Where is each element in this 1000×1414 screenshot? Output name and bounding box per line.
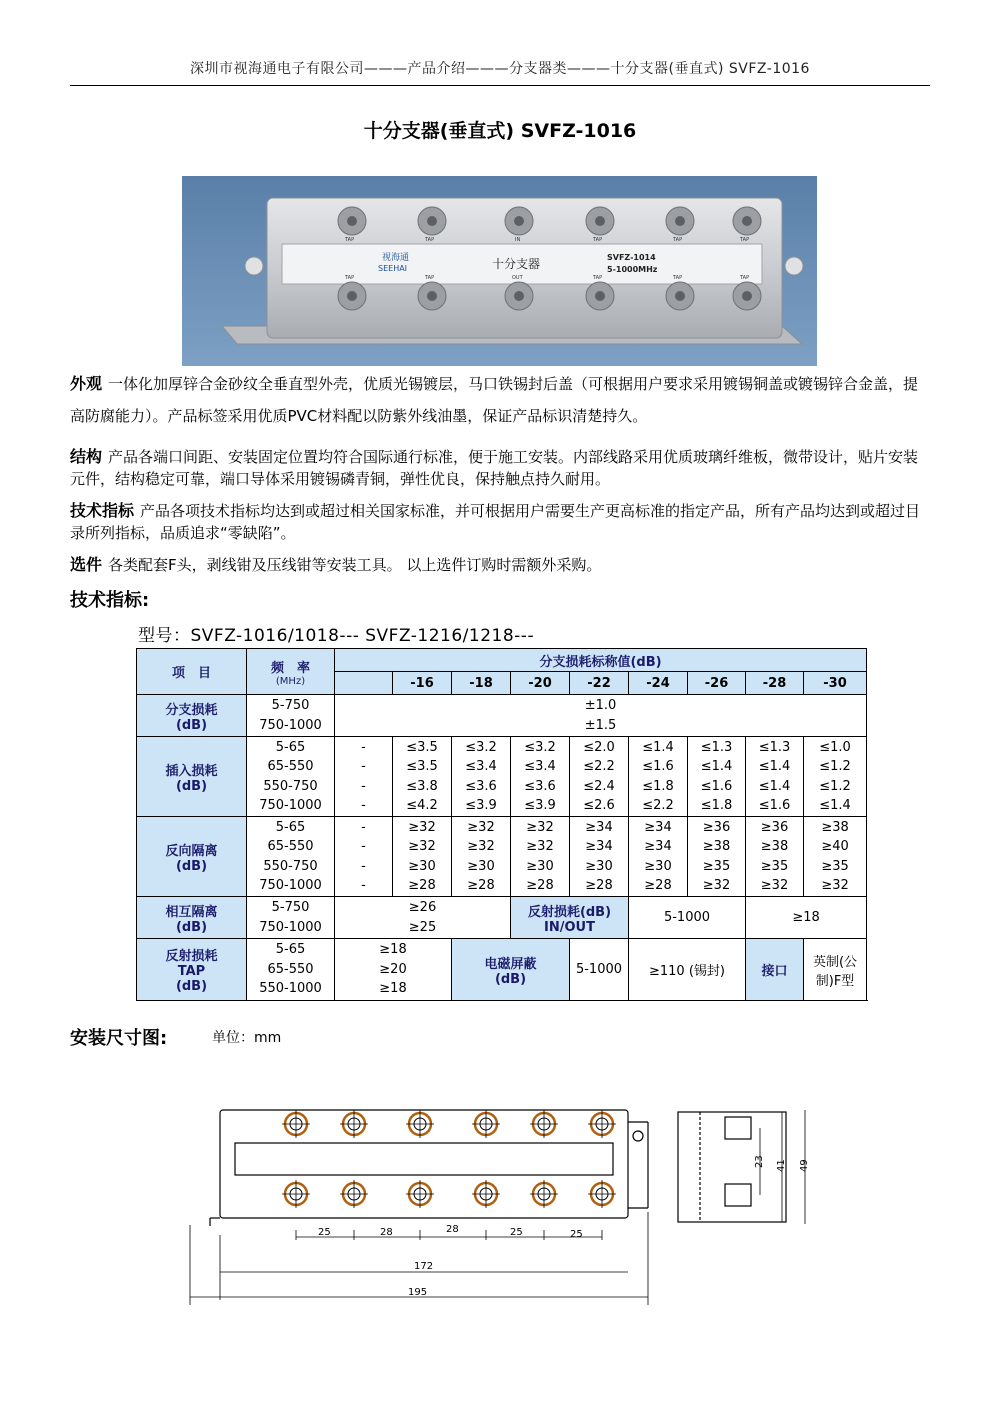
side-inner-label: 23: [754, 1155, 765, 1168]
spec-table: [136, 648, 867, 1001]
section-appearance: [70, 368, 930, 432]
photo-model: SVFZ-1014: [607, 253, 656, 262]
photo-brand-cn: 视海通: [382, 253, 410, 263]
value-cell: ≥32 ≥32 ≥30 ≥28: [511, 817, 570, 897]
nominal-value: -16: [393, 672, 452, 695]
table-row: 插入损耗 (dB) 5-65 65-550 550-750 750-1000 - - - - ≤3.5 ≤3.5 ≤3.8 ≤4.2 ≤3.2 ≤3.4 ≤3.6 ≤3.9 ≤3.2 ≤3.4 ≤3.6 ≤3.9 ≤2.0 ≤2.2 ≤2.4 ≤2.6 ≤1.4 ≤1.6 ≤1.8 ≤2.2 ≤1.3 ≤1.4 ≤1.6 ≤1.8 ≤1.3 ≤1.4 ≤1.4 ≤1.6 ≤1.0 ≤1.2 ≤1.2 ≤1.4: [137, 737, 867, 817]
value-cell: ≥38 ≥40 ≥35 ≥32: [804, 817, 867, 897]
svg-text:TAP: TAP: [593, 237, 603, 243]
spec-heading: 技术指标:: [70, 590, 150, 611]
document-title: 十分支器(垂直式) SVFZ-1016: [363, 120, 637, 142]
value-cell: ≥34 ≥34 ≥30 ≥28: [629, 817, 688, 897]
install-unit: 单位：mm: [212, 1030, 282, 1046]
value-cell: ≤2.0 ≤2.2 ≤2.4 ≤2.6: [570, 737, 629, 817]
svg-text:IN: IN: [515, 237, 521, 243]
section-text: 一体化加厚锌合金砂纹全垂直型外壳，优质光锡镀层，马口铁锡封后盖（可根据用户要求采用镀锡铜盖或镀锡锌合金盖，提高防腐能力）。产品标签采用优质PVC材料配以防紫外线油墨，保证产品标识清楚持久。: [70, 375, 919, 425]
spacing-label: 28: [380, 1227, 393, 1238]
section-text: 产品各项技术指标均达到或超过相关国家标准，并可根据用户需要生产更高标准的指定产品，所有产品均达到或超过目录所列指标，品质追求“零缺陷”。: [70, 502, 921, 542]
svg-text:TAP: TAP: [425, 237, 435, 243]
nominal-value: -28: [746, 672, 804, 695]
side-total-label: 49: [799, 1159, 810, 1172]
table-row: 反向隔离 (dB) 5-65 65-550 550-750 750-1000 - - - - ≥32 ≥32 ≥30 ≥28 ≥32 ≥32 ≥30 ≥28 ≥32 ≥32 ≥30 ≥28 ≥34 ≥34 ≥30 ≥28 ≥34 ≥34 ≥30 ≥28 ≥36 ≥38 ≥35 ≥32 ≥36 ≥38 ≥35 ≥32 ≥38 ≥40 ≥35 ≥32: [137, 817, 867, 897]
branch-loss-label: 分支损耗 (dB): [137, 695, 247, 737]
svg-text:TAP: TAP: [673, 275, 683, 281]
nominal-value: -22: [570, 672, 629, 695]
table-row: 分支损耗 (dB) 5-750 750-1000 ±1.0 ±1.5: [137, 695, 867, 737]
section-label: 外观: [70, 374, 103, 393]
section-label: 结构: [70, 447, 103, 466]
value-cell: ≤3.2 ≤3.4 ≤3.6 ≤3.9: [511, 737, 570, 817]
inner-length-label: 172: [414, 1261, 434, 1272]
value-cell: - - - -: [335, 817, 393, 897]
dimension-drawing: [180, 1100, 820, 1310]
section-tech-index: [70, 500, 930, 544]
table-row: 反射损耗 TAP (dB) 5-65 65-550 550-1000 ≥18 ≥20 ≥18 电磁屏蔽 (dB) 5-1000 ≥110 (锡封) 接口 英制(公制)F型: [137, 939, 867, 1001]
value-cell: ≤1.3 ≤1.4 ≤1.4 ≤1.6: [746, 737, 804, 817]
insertion-loss-label: 插入损耗 (dB): [137, 737, 247, 817]
side-mid-label: 41: [776, 1159, 787, 1172]
svg-text:TAP: TAP: [345, 275, 355, 281]
value-cell: ≤3.2 ≤3.4 ≤3.6 ≤3.9: [452, 737, 511, 817]
interface-label: 接口: [746, 939, 804, 1001]
value-cell: ≤1.3 ≤1.4 ≤1.6 ≤1.8: [688, 737, 746, 817]
nominal-value: -18: [452, 672, 511, 695]
value-cell: ≥34 ≥34 ≥30 ≥28: [570, 817, 629, 897]
section-options: [70, 554, 930, 576]
value-cell: ≥32 ≥32 ≥30 ≥28: [393, 817, 452, 897]
nominal-value: -20: [511, 672, 570, 695]
shielding-label: 电磁屏蔽 (dB): [452, 939, 570, 1001]
photo-freq: 5-1000MHz: [607, 265, 658, 274]
svg-text:TAP: TAP: [425, 275, 435, 281]
header-rule: [70, 85, 930, 86]
photo-label-cn: 十分支器: [492, 257, 541, 271]
svg-text:TAP: TAP: [740, 275, 750, 281]
value-cell: ≥32 ≥32 ≥30 ≥28: [452, 817, 511, 897]
freq-header: 频 率 (MHz): [247, 649, 335, 695]
model-line: 型号：SVFZ-1016/1018--- SVFZ-1216/1218---: [138, 626, 535, 646]
svg-text:TAP: TAP: [740, 237, 750, 243]
spacing-label: 28: [446, 1224, 459, 1235]
value-cell: ≤1.0 ≤1.2 ≤1.2 ≤1.4: [804, 737, 867, 817]
section-label: 选件: [70, 555, 103, 574]
install-heading: 安装尺寸图:: [70, 1028, 168, 1049]
page-header: 深圳市视海通电子有限公司———产品介绍———分支器类———十分支器(垂直式) SVFZ-1016: [190, 61, 810, 77]
svg-text:TAP: TAP: [673, 237, 683, 243]
value-cell: - - - -: [335, 737, 393, 817]
reverse-isolation-label: 反向隔离 (dB): [137, 817, 247, 897]
nominal-value: -26: [688, 672, 746, 695]
section-text: 各类配套F头，剥线钳及压线钳等安装工具。 以上选件订购时需额外采购。: [108, 556, 602, 574]
product-photo: [182, 176, 817, 366]
nominal-value: -30: [804, 672, 867, 695]
photo-brand-en: SEEHAI: [378, 264, 408, 273]
section-structure: [70, 446, 930, 490]
nominal-header: 分支损耗标称值(dB): [335, 649, 867, 672]
svg-text:TAP: TAP: [345, 237, 355, 243]
section-text: 产品各端口间距、安装固定位置均符合国际通行标准，便于施工安装。内部线路采用优质玻璃纤维板，微带设计，贴片安装元件，结构稳定可靠，端口导体采用镀锡磷青铜，弹性优良，保持触点持久耐用。: [70, 448, 919, 488]
item-header: 项 目: [137, 649, 247, 695]
total-length-label: 195: [408, 1287, 428, 1298]
value-cell: ≤3.5 ≤3.5 ≤3.8 ≤4.2: [393, 737, 452, 817]
return-loss-tap-label: 反射损耗 TAP (dB): [137, 939, 247, 1001]
spacing-label: 25: [318, 1227, 331, 1238]
table-row: 相互隔离 (dB) 5-750 750-1000 ≥26 ≥25 反射损耗(dB) IN/OUT 5-1000 ≥18: [137, 897, 867, 939]
spacing-label: 25: [570, 1229, 583, 1240]
value-cell: ≥36 ≥38 ≥35 ≥32: [688, 817, 746, 897]
return-loss-inout-label: 反射损耗(dB) IN/OUT: [511, 897, 629, 939]
value-cell: ≥36 ≥38 ≥35 ≥32: [746, 817, 804, 897]
value-cell: ≤1.4 ≤1.6 ≤1.8 ≤2.2: [629, 737, 688, 817]
svg-text:OUT: OUT: [512, 275, 523, 281]
nominal-value: -24: [629, 672, 688, 695]
spacing-label: 25: [510, 1227, 523, 1238]
svg-text:TAP: TAP: [593, 275, 603, 281]
section-label: 技术指标: [70, 501, 135, 520]
mutual-isolation-label: 相互隔离 (dB): [137, 897, 247, 939]
